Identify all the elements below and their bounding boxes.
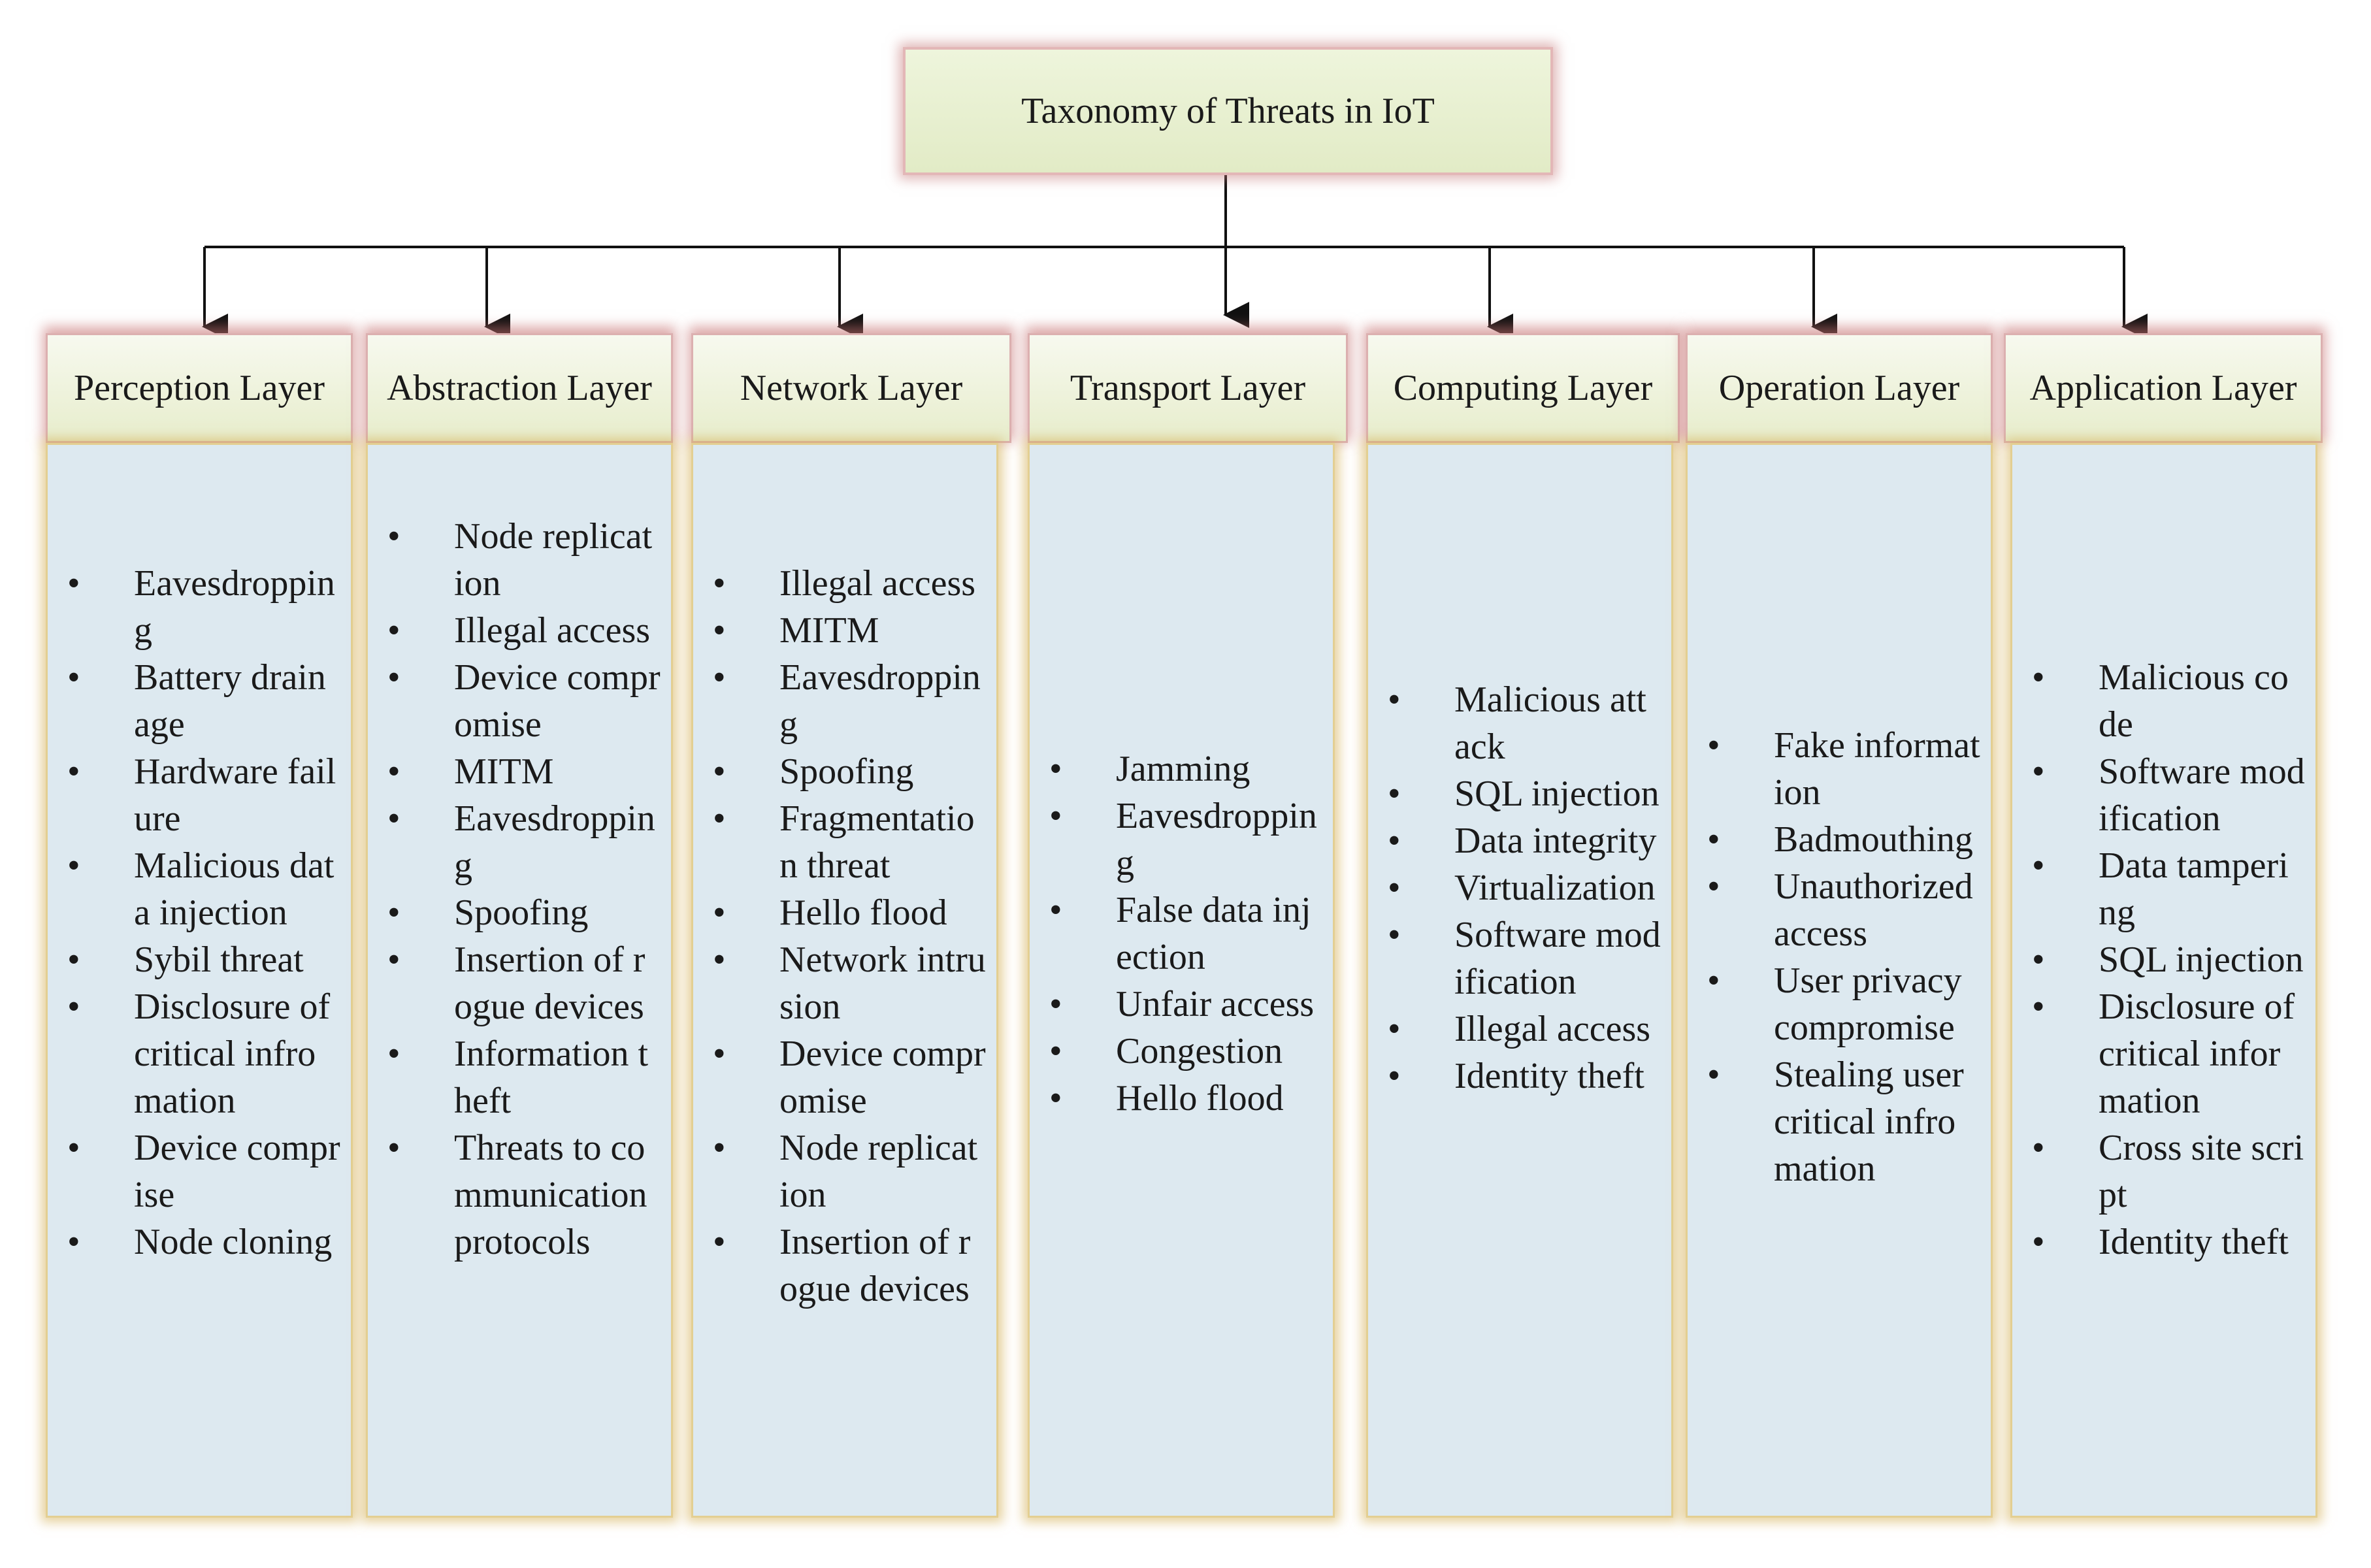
threat-item — [1688, 816, 1991, 863]
bullet-icon: • — [713, 1222, 726, 1262]
threat-item — [1030, 887, 1333, 981]
threat-label: False data injection — [1116, 890, 1311, 977]
threat-item — [693, 1030, 996, 1124]
bullet-icon: • — [1049, 796, 1062, 836]
threat-label: Illegal access — [779, 563, 976, 604]
threat-label: Unfair access — [1116, 984, 1315, 1024]
threat-label: Battery drainage — [134, 657, 326, 745]
bullet-icon: • — [1707, 725, 1720, 766]
threat-item — [1368, 1005, 1671, 1053]
threat-item — [693, 889, 996, 936]
threat-label: Sybil threat — [134, 939, 304, 980]
bullet-icon: • — [1388, 868, 1401, 908]
threat-label: Unauthorized access — [1774, 866, 1973, 954]
bullet-icon: • — [2032, 657, 2045, 698]
threat-item — [2012, 983, 2315, 1124]
bullet-icon: • — [1388, 821, 1401, 861]
layer-title: Transport Layer — [1070, 368, 1306, 408]
layer-header-perception — [46, 333, 353, 443]
threat-label: Cross site script — [2099, 1128, 2304, 1215]
bullet-icon: • — [387, 657, 401, 698]
threat-label: Device comprise — [134, 1128, 340, 1215]
threat-item — [1688, 863, 1991, 957]
threat-label: Information theft — [454, 1034, 649, 1121]
threat-label: Data tampering — [2099, 845, 2289, 933]
threat-label: Eavesdropping — [134, 563, 335, 651]
bullet-icon: • — [1388, 915, 1401, 955]
threat-list — [1030, 745, 1333, 1122]
threat-label: Spoofing — [454, 892, 589, 933]
threat-label: Hello flood — [1116, 1078, 1284, 1119]
threat-label: Insertion of rogue devices — [454, 939, 646, 1027]
threat-label: Malicious data injection — [134, 845, 335, 933]
bullet-icon: • — [713, 1128, 726, 1168]
layer-body-perception — [46, 443, 353, 1518]
bullet-icon: • — [1049, 890, 1062, 930]
threat-label: Insertion of rogue devices — [779, 1222, 971, 1309]
threat-label: SQL injection — [1454, 774, 1660, 814]
layer-header-network — [691, 333, 1011, 443]
threat-item — [368, 513, 671, 607]
layer-title: Network Layer — [740, 368, 963, 408]
threat-label: Node cloning — [134, 1222, 333, 1262]
threat-item — [2012, 748, 2315, 842]
threat-item — [1368, 817, 1671, 864]
threat-item — [1688, 722, 1991, 816]
bullet-icon: • — [1388, 774, 1401, 814]
bullet-icon: • — [713, 1034, 726, 1074]
threat-item — [48, 560, 351, 654]
layer-body-computing — [1366, 443, 1673, 1518]
threat-item — [693, 748, 996, 795]
threat-item — [1030, 1075, 1333, 1122]
threat-item — [1368, 911, 1671, 1005]
layer-header-computing — [1366, 333, 1680, 443]
bullet-icon: • — [1388, 1009, 1401, 1049]
bullet-icon: • — [2032, 939, 2045, 980]
layer-body-operation — [1686, 443, 1993, 1518]
bullet-icon: • — [713, 939, 726, 980]
bullet-icon: • — [2032, 1128, 2045, 1168]
threat-label: Fake information — [1774, 725, 1980, 813]
threat-item — [1688, 1051, 1991, 1192]
threat-label: Software modification — [2099, 751, 2305, 839]
bullet-icon: • — [387, 751, 401, 792]
threat-label: Malicious attack — [1454, 679, 1646, 767]
threat-label: Device compromise — [454, 657, 661, 745]
threat-item — [368, 795, 671, 889]
threat-item — [48, 842, 351, 936]
threat-item — [1368, 864, 1671, 911]
layer-header-operation — [1686, 333, 1993, 443]
threat-label: Disclosure of critical infromation — [134, 987, 331, 1121]
bullet-icon: • — [387, 610, 401, 651]
layer-header-application — [2004, 333, 2323, 443]
bullet-icon: • — [1049, 984, 1062, 1024]
threat-item — [1368, 676, 1671, 770]
threat-label: Spoofing — [779, 751, 914, 792]
threat-label: MITM — [779, 610, 879, 651]
layer-title: Computing Layer — [1393, 368, 1653, 408]
layer-header-transport — [1028, 333, 1348, 443]
threat-item — [368, 654, 671, 748]
bullet-icon: • — [1707, 819, 1720, 860]
layer-body-application — [2010, 443, 2317, 1518]
layer-title: Operation Layer — [1718, 368, 1960, 408]
threat-label: Hardware failure — [134, 751, 336, 839]
threat-label: MITM — [454, 751, 554, 792]
threat-label: Eavesdropping — [1116, 796, 1317, 883]
layer-header-abstraction — [366, 333, 673, 443]
threat-label: Device compromise — [779, 1034, 986, 1121]
bullet-icon: • — [1707, 1054, 1720, 1095]
threat-item — [2012, 1124, 2315, 1218]
threat-item — [368, 748, 671, 795]
bullet-icon: • — [1707, 960, 1720, 1001]
threat-item — [2012, 842, 2315, 936]
threat-item — [48, 1218, 351, 1266]
bullet-icon: • — [67, 845, 80, 886]
threat-item — [1688, 957, 1991, 1051]
threat-item — [48, 936, 351, 983]
threat-label: Virtualization — [1454, 868, 1656, 908]
threat-label: Illegal access — [1454, 1009, 1651, 1049]
threat-label: Congestion — [1116, 1031, 1283, 1071]
threat-label: Malicious code — [2099, 657, 2289, 745]
threat-item — [368, 1124, 671, 1266]
layer-title: Perception Layer — [73, 368, 325, 408]
threat-item — [368, 889, 671, 936]
threat-label: Disclosure of critical information — [2099, 987, 2295, 1121]
threat-label: Node replication — [779, 1128, 978, 1215]
threat-item — [693, 607, 996, 654]
layer-body-abstraction — [366, 443, 673, 1518]
bullet-icon: • — [713, 751, 726, 792]
threat-item — [693, 795, 996, 889]
threat-label: Identity theft — [2099, 1222, 2289, 1262]
threat-label: Identity theft — [1454, 1056, 1644, 1096]
bullet-icon: • — [1707, 866, 1720, 907]
bullet-icon: • — [2032, 845, 2045, 886]
threat-item — [48, 654, 351, 748]
bullet-icon: • — [713, 892, 726, 933]
layer-title: Application Layer — [2029, 368, 2297, 408]
bullet-icon: • — [387, 516, 401, 557]
threat-item — [693, 560, 996, 607]
threat-item — [693, 1218, 996, 1313]
threat-item — [1030, 981, 1333, 1028]
bullet-icon: • — [2032, 751, 2045, 792]
bullet-icon: • — [67, 1128, 80, 1168]
threat-label: Hello flood — [779, 892, 947, 933]
layer-title: Abstraction Layer — [387, 368, 652, 408]
bullet-icon: • — [1049, 1031, 1062, 1071]
threat-item — [48, 748, 351, 842]
threat-item — [2012, 654, 2315, 748]
threat-item — [693, 654, 996, 748]
threat-label: Node replication — [454, 516, 653, 604]
bullet-icon: • — [2032, 1222, 2045, 1262]
bullet-icon: • — [713, 657, 726, 698]
threat-item — [2012, 936, 2315, 983]
root-title: Taxonomy of Threats in IoT — [1021, 91, 1435, 131]
bullet-icon: • — [2032, 987, 2045, 1027]
threat-item — [1030, 745, 1333, 792]
threat-label: User privacy compromise — [1774, 960, 1962, 1048]
threat-item — [368, 607, 671, 654]
threat-label: Eavesdropping — [779, 657, 981, 745]
layer-body-transport — [1028, 443, 1335, 1518]
threat-item — [48, 1124, 351, 1218]
threat-list — [48, 560, 351, 1266]
threat-label: Threats to communication protocols — [454, 1128, 647, 1262]
threat-label: Jamming — [1116, 749, 1251, 789]
threat-label: Eavesdropping — [454, 798, 655, 886]
threat-label: Software modification — [1454, 915, 1661, 1002]
bullet-icon: • — [713, 798, 726, 839]
threat-list — [693, 560, 996, 1313]
bullet-icon: • — [387, 892, 401, 933]
root-node — [903, 47, 1553, 175]
bullet-icon: • — [387, 939, 401, 980]
bullet-icon: • — [1388, 679, 1401, 720]
layer-body-network — [691, 443, 998, 1518]
threat-item — [1030, 1028, 1333, 1075]
threat-item — [693, 1124, 996, 1218]
threat-label: Fragmentation threat — [779, 798, 975, 886]
threat-label: Badmouthing — [1774, 819, 1973, 860]
bullet-icon: • — [67, 939, 80, 980]
threat-label: Stealing user critical infromation — [1774, 1054, 1964, 1189]
bullet-icon: • — [387, 1034, 401, 1074]
threat-item — [2012, 1218, 2315, 1266]
bullet-icon: • — [1049, 1078, 1062, 1119]
bullet-icon: • — [713, 610, 726, 651]
threat-item — [1368, 1053, 1671, 1100]
bullet-icon: • — [67, 563, 80, 604]
threat-list — [368, 513, 671, 1266]
bullet-icon: • — [67, 1222, 80, 1262]
threat-list — [2012, 654, 2315, 1266]
bullet-icon: • — [713, 563, 726, 604]
threat-label: Illegal access — [454, 610, 651, 651]
bullet-icon: • — [387, 1128, 401, 1168]
bullet-icon: • — [387, 798, 401, 839]
bullet-icon: • — [67, 751, 80, 792]
bullet-icon: • — [67, 657, 80, 698]
bullet-icon: • — [1049, 749, 1062, 789]
threat-item — [1030, 792, 1333, 887]
threat-item — [48, 983, 351, 1124]
threat-item — [368, 1030, 671, 1124]
threat-item — [1368, 770, 1671, 817]
threat-list — [1368, 676, 1671, 1100]
threat-item — [693, 936, 996, 1030]
bullet-icon: • — [1388, 1056, 1401, 1096]
threat-label: Data integrity — [1454, 821, 1657, 861]
threat-list — [1688, 722, 1991, 1192]
threat-label: SQL injection — [2099, 939, 2304, 980]
bullet-icon: • — [67, 987, 80, 1027]
threat-label: Network intrusion — [779, 939, 986, 1027]
threat-item — [368, 936, 671, 1030]
